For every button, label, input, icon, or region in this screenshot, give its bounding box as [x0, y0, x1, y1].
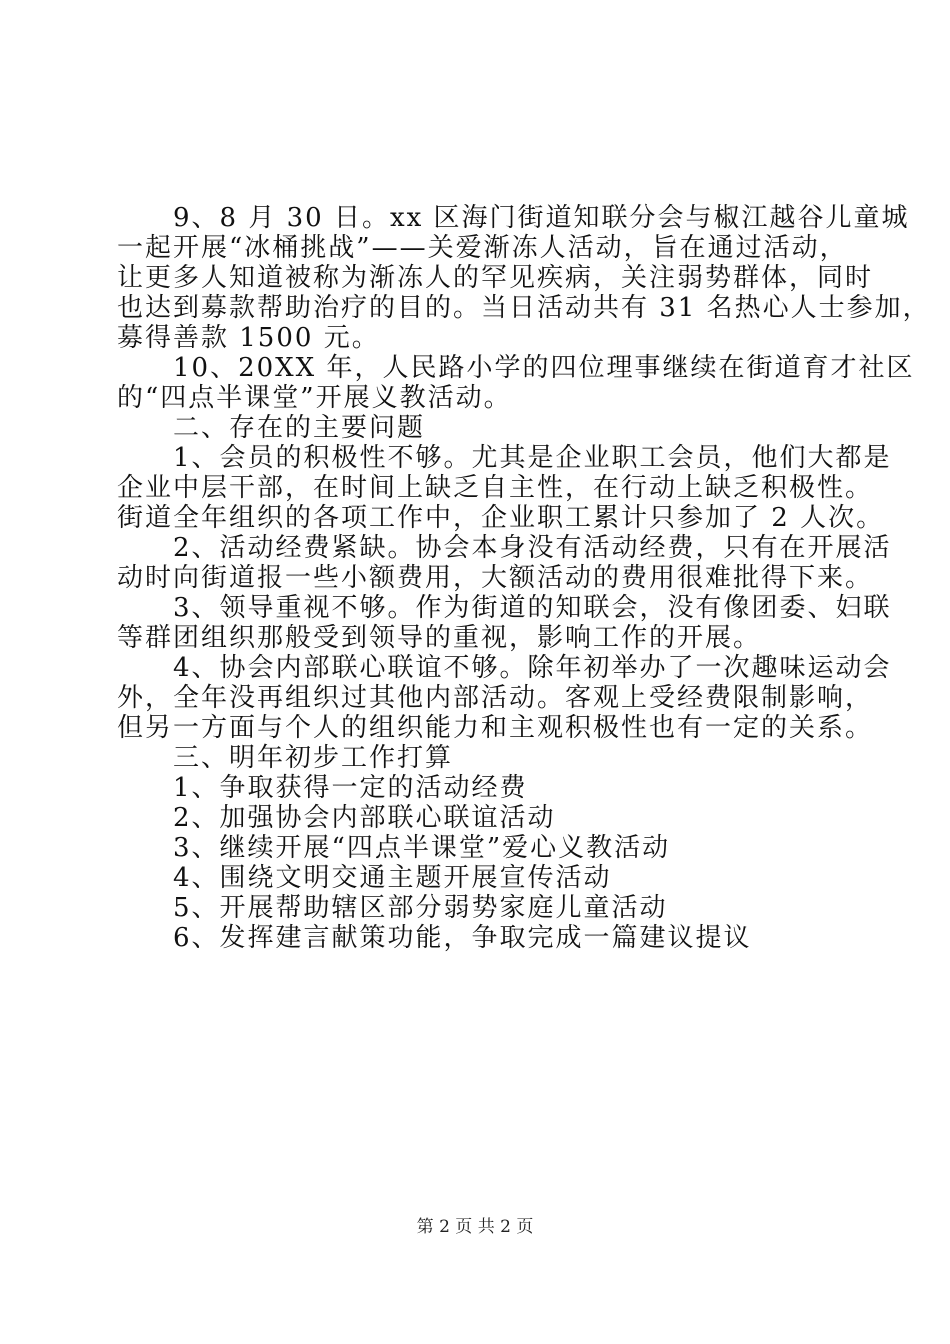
paragraph-line: 9、8 月 30 日。xx 区海门街道知联分会与椒江越谷儿童城 [173, 203, 910, 233]
section-heading: 三、明年初步工作打算 [173, 743, 454, 773]
paragraph-line: 4、协会内部联心联谊不够。除年初举办了一次趣味运动会 [173, 653, 892, 683]
list-item: 5、开展帮助辖区部分弱势家庭儿童活动 [173, 893, 668, 923]
paragraph-line: 等群团组织那般受到领导的重视，影响工作的开展。 [117, 623, 762, 653]
paragraph-line: 外，全年没再组织过其他内部活动。客观上受经费限制影响， [117, 683, 874, 713]
document-body [117, 203, 931, 953]
page-footer: 第 2 页 共 2 页 [416, 1217, 534, 1237]
paragraph-line: 一起开展“冰桶挑战”——关爱渐冻人活动，旨在通过活动， [117, 233, 848, 263]
list-item: 3、继续开展“四点半课堂”爱心义教活动 [173, 833, 671, 863]
paragraph-line: 街道全年组织的各项工作中，企业职工累计只参加了 2 人次。 [117, 503, 885, 533]
paragraph-line: 动时向街道报一些小额费用，大额活动的费用很难批得下来。 [117, 563, 874, 593]
paragraph-line: 的“四点半课堂”开展义教活动。 [117, 383, 512, 413]
paragraph-line: 募得善款 1500 元。 [117, 323, 380, 353]
paragraph-line: 但另一方面与个人的组织能力和主观积极性也有一定的关系。 [117, 713, 874, 743]
list-item: 4、围绕文明交通主题开展宣传活动 [173, 863, 612, 893]
paragraph-line: 2、活动经费紧缺。协会本身没有活动经费，只有在开展活 [173, 533, 892, 563]
paragraph-line: 让更多人知道被称为渐冻人的罕见疾病，关注弱势群体，同时 [117, 263, 874, 293]
section-heading: 二、存在的主要问题 [173, 413, 426, 443]
list-item: 2、加强协会内部联心联谊活动 [173, 803, 556, 833]
list-item: 6、发挥建言献策功能，争取完成一篇建议提议 [173, 923, 752, 953]
paragraph-line: 10、20XX 年，人民路小学的四位理事继续在街道育才社区 [173, 353, 915, 383]
list-item: 1、争取获得一定的活动经费 [173, 773, 528, 803]
paragraph-line: 也达到募款帮助治疗的目的。当日活动共有 31 名热心人士参加， [117, 293, 931, 323]
paragraph-line: 3、领导重视不够。作为街道的知联会，没有像团委、妇联 [173, 593, 892, 623]
paragraph-line: 1、会员的积极性不够。尤其是企业职工会员，他们大都是 [173, 443, 892, 473]
paragraph-line: 企业中层干部，在时间上缺乏自主性，在行动上缺乏积极性。 [117, 473, 874, 503]
